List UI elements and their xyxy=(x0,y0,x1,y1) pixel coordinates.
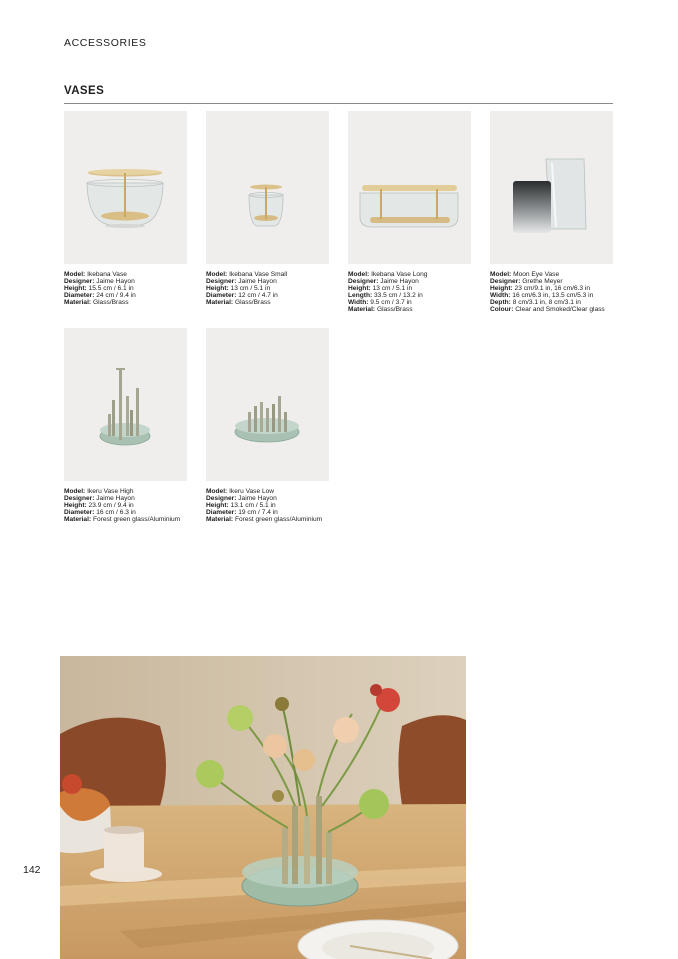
spec-line xyxy=(490,285,613,292)
spec-line xyxy=(490,306,613,313)
spec-line xyxy=(64,271,187,278)
spec-value: 13 cm / 5.1 in xyxy=(228,285,271,293)
spec-label: Material: xyxy=(64,516,92,524)
product-specs xyxy=(64,488,187,523)
spec-label: Material: xyxy=(348,306,376,314)
spec-line xyxy=(348,292,471,299)
spec-label: Model: xyxy=(64,271,86,278)
spec-value: 12 cm / 4.7 in xyxy=(236,292,278,300)
spec-value: 9.5 cm / 3.7 in xyxy=(368,299,412,307)
product-card-ikeru-vase-low[interactable] xyxy=(206,328,329,523)
spec-value: 23 cm/9.1 in, 16 cm/6.3 in xyxy=(512,285,591,293)
page-title: VASES xyxy=(64,85,105,97)
spec-value: Clear and Smoked/Clear glass xyxy=(513,306,605,314)
product-card-ikeru-vase-high[interactable] xyxy=(64,328,187,523)
spec-line xyxy=(206,271,329,278)
title-divider xyxy=(64,103,613,104)
spec-line xyxy=(348,299,471,306)
spec-line xyxy=(64,285,187,292)
spec-value: 19 cm / 7.4 in xyxy=(236,509,278,517)
spec-line xyxy=(206,278,329,285)
spec-line xyxy=(64,299,187,306)
spec-line xyxy=(206,516,329,523)
page-number: 142 xyxy=(23,864,41,876)
spec-label: Material: xyxy=(206,516,234,524)
spec-value: Glass/Brass xyxy=(233,299,271,307)
spec-line xyxy=(490,299,613,306)
spec-value: Jaime Hayon xyxy=(236,495,277,503)
spec-value: 33.5 cm / 13.2 in xyxy=(372,292,423,300)
spec-value: Glass/Brass xyxy=(91,299,129,307)
spec-label: Diameter: xyxy=(206,292,237,300)
spec-label: Height: xyxy=(348,285,371,293)
spec-line xyxy=(490,271,613,278)
spec-line xyxy=(64,509,187,516)
spec-value: 16 cm / 6.3 in xyxy=(94,509,136,517)
spec-value: 8 cm/3.1 in, 8 cm/3.1 in xyxy=(510,299,581,307)
spec-label: Model: xyxy=(348,271,370,278)
ikebana-vase-image xyxy=(64,111,187,264)
product-card-ikebana-vase-small[interactable] xyxy=(206,111,329,306)
spec-line xyxy=(348,306,471,313)
spec-value: 15.5 cm / 6.1 in xyxy=(86,285,134,293)
ikebana-vase-long-image xyxy=(348,111,471,264)
spec-line xyxy=(348,271,471,278)
product-card-moon-eye-vase[interactable] xyxy=(490,111,613,314)
spec-line xyxy=(206,299,329,306)
spec-line xyxy=(490,292,613,299)
product-specs xyxy=(348,271,471,314)
spec-label: Width: xyxy=(348,299,369,307)
spec-label: Diameter: xyxy=(64,509,95,517)
spec-value: Grethe Meyer xyxy=(520,278,563,286)
spec-label: Model: xyxy=(490,271,512,278)
spec-label: Colour: xyxy=(490,306,514,314)
spec-value: 16 cm/6.3 in, 13.5 cm/5.3 in xyxy=(510,292,594,300)
spec-label: Designer: xyxy=(206,278,237,286)
spec-label: Depth: xyxy=(490,299,511,307)
product-specs xyxy=(206,488,329,523)
spec-line xyxy=(206,502,329,509)
spec-label: Designer: xyxy=(206,495,237,503)
spec-line xyxy=(206,285,329,292)
spec-label: Model: xyxy=(64,488,86,495)
spec-line xyxy=(348,285,471,292)
spec-value: Jaime Hayon xyxy=(94,495,135,503)
spec-label: Designer: xyxy=(64,278,95,286)
spec-label: Material: xyxy=(64,299,92,307)
section-label: ACCESSORIES xyxy=(64,37,147,49)
spec-label: Diameter: xyxy=(206,509,237,517)
spec-label: Height: xyxy=(206,285,229,293)
product-card-ikebana-vase[interactable] xyxy=(64,111,187,306)
spec-value: 13.1 cm / 5.1 in xyxy=(228,502,276,510)
spec-line xyxy=(206,495,329,502)
spec-label: Model: xyxy=(206,488,228,495)
spec-line xyxy=(64,516,187,523)
spec-value: Glass/Brass xyxy=(375,306,413,314)
product-card-ikebana-vase-long[interactable] xyxy=(348,111,471,314)
spec-value: Forest green glass/Aluminium xyxy=(91,516,181,524)
spec-label: Width: xyxy=(490,292,511,300)
spec-line xyxy=(206,488,329,495)
spec-value: Ikeru Vase Low xyxy=(227,488,275,495)
spec-label: Height: xyxy=(490,285,513,293)
spec-value: Jaime Hayon xyxy=(94,278,135,286)
spec-label: Model: xyxy=(206,271,228,278)
spec-label: Designer: xyxy=(348,278,379,286)
ikeru-vase-low-image xyxy=(206,328,329,481)
spec-label: Height: xyxy=(206,502,229,510)
spec-value: Ikeru Vase High xyxy=(85,488,134,495)
spec-line xyxy=(348,278,471,285)
spec-value: Jaime Hayon xyxy=(236,278,277,286)
spec-line xyxy=(206,509,329,516)
ikebana-vase-small-image xyxy=(206,111,329,264)
spec-line xyxy=(64,278,187,285)
spec-value: 13 cm / 5.1 in xyxy=(370,285,413,293)
spec-value: Ikebana Vase Long xyxy=(369,271,428,278)
spec-label: Height: xyxy=(64,502,87,510)
ikeru-vase-flowers-photo xyxy=(60,656,466,959)
spec-label: Diameter: xyxy=(64,292,95,300)
spec-label: Designer: xyxy=(64,495,95,503)
spec-value: Ikebana Vase xyxy=(85,271,127,278)
ikeru-vase-high-image xyxy=(64,328,187,481)
spec-label: Material: xyxy=(206,299,234,307)
spec-value: Forest green glass/Aluminium xyxy=(233,516,323,524)
spec-line xyxy=(64,502,187,509)
spec-line xyxy=(64,488,187,495)
spec-label: Height: xyxy=(64,285,87,293)
spec-label: Designer: xyxy=(490,278,521,286)
spec-line xyxy=(490,278,613,285)
spec-line xyxy=(206,292,329,299)
product-specs xyxy=(490,271,613,314)
spec-value: Jaime Hayon xyxy=(378,278,419,286)
spec-line xyxy=(64,495,187,502)
moon-eye-vase-image xyxy=(490,111,613,264)
spec-label: Length: xyxy=(348,292,373,300)
spec-value: 23.9 cm / 9.4 in xyxy=(86,502,134,510)
product-specs xyxy=(64,271,187,306)
spec-line xyxy=(64,292,187,299)
spec-value: Moon Eye Vase xyxy=(511,271,560,278)
product-specs xyxy=(206,271,329,306)
spec-value: Ikebana Vase Small xyxy=(227,271,288,278)
spec-value: 24 cm / 9.4 in xyxy=(94,292,136,300)
